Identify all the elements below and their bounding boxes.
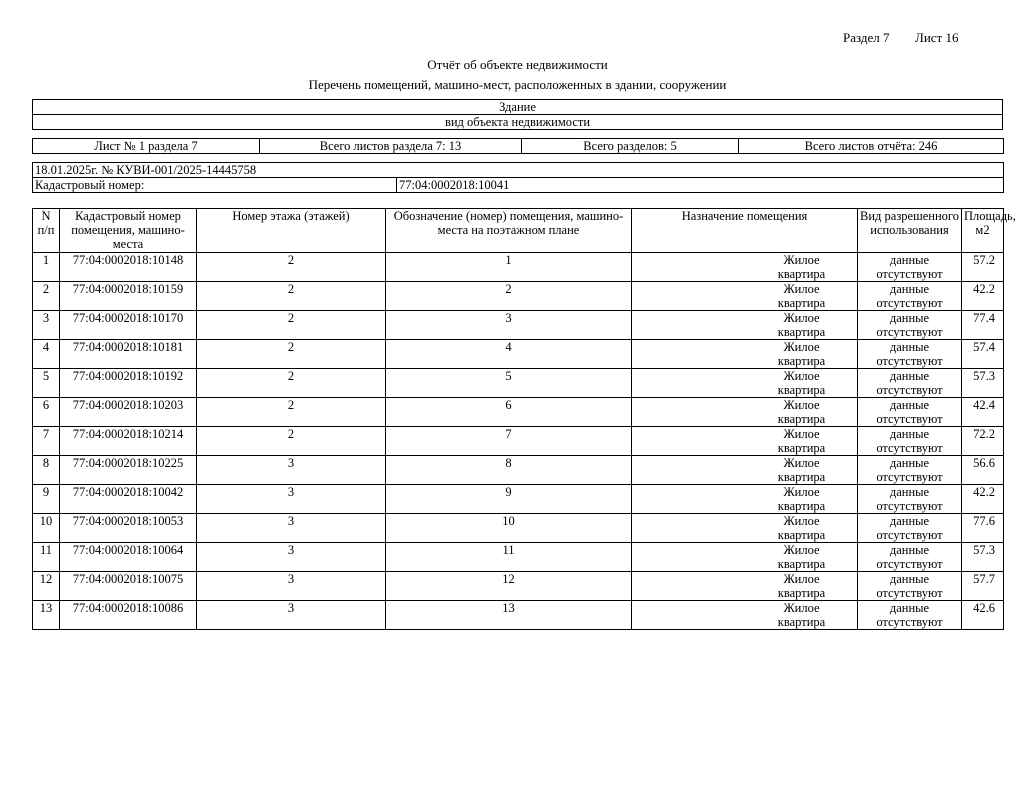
purpose-line-2: квартира (777, 557, 826, 571)
row-purpose (632, 601, 858, 630)
purpose-line-1: Жилое (783, 514, 820, 528)
table-row (33, 253, 1004, 282)
row-n: 1 (33, 253, 60, 282)
sheets-info-box (32, 138, 1004, 154)
purpose-line-2: квартира (777, 354, 826, 368)
row-floor: 2 (197, 311, 386, 340)
use-line-2: отсутствуют (876, 499, 943, 513)
object-type: Здание (33, 100, 1003, 115)
row-n: 6 (33, 398, 60, 427)
row-purpose (632, 311, 858, 340)
col-header-use: Вид разрешенного использования (858, 209, 962, 253)
use-line-2: отсутствуют (876, 470, 943, 484)
purpose-line-2: квартира (777, 267, 826, 281)
col-header-purpose: Назначение помещения (632, 209, 858, 253)
total-report-sheets: Всего листов отчёта: 246 (739, 139, 1004, 154)
col-header-cadastral: Кадастровый номер помещения, машино-места (60, 209, 197, 253)
row-n: 9 (33, 485, 60, 514)
row-use (858, 514, 962, 543)
use-line-2: отсутствуют (876, 412, 943, 426)
purpose-line-2: квартира (777, 499, 826, 513)
row-area: 77.4 (962, 311, 1004, 340)
use-line-1: данные (889, 311, 930, 325)
use-line-1: данные (889, 456, 930, 470)
purpose-line-2: квартира (777, 441, 826, 455)
date-number: 18.01.2025г. № КУВИ-001/2025-14445758 (33, 163, 1004, 178)
sheet-of-section: Лист № 1 раздела 7 (33, 139, 260, 154)
row-number: 10 (386, 514, 632, 543)
row-use (858, 572, 962, 601)
section-label: Раздел 7 (843, 30, 890, 45)
table-row (33, 572, 1004, 601)
object-type-box (32, 99, 1003, 130)
purpose-line-1: Жилое (783, 282, 820, 296)
use-line-2: отсутствуют (876, 586, 943, 600)
purpose-line-2: квартира (777, 412, 826, 426)
row-floor: 3 (197, 543, 386, 572)
row-n: 10 (33, 514, 60, 543)
purpose-line-1: Жилое (783, 369, 820, 383)
use-line-1: данные (889, 369, 930, 383)
row-use (858, 369, 962, 398)
row-cadastral: 77:04:0002018:10181 (60, 340, 197, 369)
meta-box (32, 162, 1004, 193)
row-n: 12 (33, 572, 60, 601)
object-type-caption: вид объекта недвижимости (33, 115, 1003, 130)
use-line-2: отсутствуют (876, 557, 943, 571)
row-purpose (632, 514, 858, 543)
row-cadastral: 77:04:0002018:10225 (60, 456, 197, 485)
use-line-1: данные (889, 427, 930, 441)
row-purpose (632, 253, 858, 282)
row-floor: 2 (197, 282, 386, 311)
row-floor: 3 (197, 572, 386, 601)
col-header-number: Обозначение (номер) помещения, машино-места на поэтажном плане (386, 209, 632, 253)
total-section-sheets: Всего листов раздела 7: 13 (260, 139, 522, 154)
purpose-line-2: квартира (777, 528, 826, 542)
use-line-2: отсутствуют (876, 441, 943, 455)
row-number: 2 (386, 282, 632, 311)
row-area: 42.2 (962, 282, 1004, 311)
row-use (858, 398, 962, 427)
table-row (33, 282, 1004, 311)
row-floor: 3 (197, 485, 386, 514)
row-cadastral: 77:04:0002018:10148 (60, 253, 197, 282)
row-use (858, 311, 962, 340)
row-area: 42.6 (962, 601, 1004, 630)
row-number: 1 (386, 253, 632, 282)
purpose-line-2: квартира (777, 383, 826, 397)
table-row (33, 601, 1004, 630)
cadastral-label: Кадастровый номер: (33, 178, 397, 193)
purpose-line-1: Жилое (783, 340, 820, 354)
row-floor: 2 (197, 398, 386, 427)
row-purpose (632, 340, 858, 369)
table-row (33, 427, 1004, 456)
row-area: 56.6 (962, 456, 1004, 485)
premises-table (32, 208, 1016, 630)
purpose-line-1: Жилое (783, 601, 820, 615)
row-number: 11 (386, 543, 632, 572)
row-purpose (632, 572, 858, 601)
row-use (858, 427, 962, 456)
row-use (858, 282, 962, 311)
row-cadastral: 77:04:0002018:10159 (60, 282, 197, 311)
row-area: 57.3 (962, 369, 1004, 398)
row-n: 11 (33, 543, 60, 572)
row-area: 77.6 (962, 514, 1004, 543)
sheet-label: Лист 16 (915, 30, 959, 45)
row-cadastral: 77:04:0002018:10203 (60, 398, 197, 427)
row-cadastral: 77:04:0002018:10170 (60, 311, 197, 340)
use-line-2: отсутствуют (876, 296, 943, 310)
row-n: 7 (33, 427, 60, 456)
row-area: 42.2 (962, 485, 1004, 514)
purpose-line-2: квартира (777, 586, 826, 600)
use-line-2: отсутствуют (876, 354, 943, 368)
use-line-2: отсутствуют (876, 267, 943, 281)
row-purpose (632, 282, 858, 311)
use-line-2: отсутствуют (876, 528, 943, 542)
table-row (33, 485, 1004, 514)
row-area: 57.4 (962, 340, 1004, 369)
table-row (33, 340, 1004, 369)
use-line-1: данные (889, 543, 930, 557)
col-header-area: Площадь, м2 (962, 209, 1004, 253)
purpose-line-1: Жилое (783, 485, 820, 499)
row-cadastral: 77:04:0002018:10042 (60, 485, 197, 514)
row-number: 12 (386, 572, 632, 601)
table-row (33, 369, 1004, 398)
row-number: 9 (386, 485, 632, 514)
row-floor: 2 (197, 369, 386, 398)
row-cadastral: 77:04:0002018:10053 (60, 514, 197, 543)
purpose-line-2: квартира (777, 615, 826, 629)
row-n: 4 (33, 340, 60, 369)
purpose-line-1: Жилое (783, 427, 820, 441)
table-row (33, 398, 1004, 427)
use-line-2: отсутствуют (876, 325, 943, 339)
row-area: 57.2 (962, 253, 1004, 282)
row-use (858, 340, 962, 369)
use-line-1: данные (889, 398, 930, 412)
use-line-1: данные (889, 572, 930, 586)
row-area: 57.3 (962, 543, 1004, 572)
use-line-2: отсутствуют (876, 383, 943, 397)
table-row (33, 311, 1004, 340)
use-line-1: данные (889, 601, 930, 615)
row-cadastral: 77:04:0002018:10192 (60, 369, 197, 398)
report-title: Отчёт об объекте недвижимости (427, 57, 608, 72)
table-row (33, 514, 1004, 543)
purpose-line-2: квартира (777, 325, 826, 339)
row-floor: 2 (197, 427, 386, 456)
use-line-1: данные (889, 282, 930, 296)
purpose-line-2: квартира (777, 470, 826, 484)
use-line-1: данные (889, 253, 930, 267)
row-use (858, 485, 962, 514)
row-number: 13 (386, 601, 632, 630)
row-n: 5 (33, 369, 60, 398)
row-purpose (632, 485, 858, 514)
row-area: 42.4 (962, 398, 1004, 427)
row-cadastral: 77:04:0002018:10086 (60, 601, 197, 630)
row-use (858, 543, 962, 572)
use-line-1: данные (889, 340, 930, 354)
row-purpose (632, 427, 858, 456)
purpose-line-1: Жилое (783, 311, 820, 325)
row-cadastral: 77:04:0002018:10075 (60, 572, 197, 601)
purpose-line-1: Жилое (783, 253, 820, 267)
use-line-1: данные (889, 514, 930, 528)
purpose-line-1: Жилое (783, 543, 820, 557)
purpose-line-2: квартира (777, 296, 826, 310)
purpose-line-1: Жилое (783, 572, 820, 586)
use-line-1: данные (889, 485, 930, 499)
row-use (858, 253, 962, 282)
row-floor: 2 (197, 253, 386, 282)
row-use (858, 456, 962, 485)
row-number: 3 (386, 311, 632, 340)
total-sections: Всего разделов: 5 (522, 139, 739, 154)
report-subtitle: Перечень помещений, машино-мест, расположенных в здании, сооружении (308, 77, 727, 92)
row-n: 8 (33, 456, 60, 485)
row-floor: 3 (197, 514, 386, 543)
col-header-floor: Номер этажа (этажей) (197, 209, 386, 253)
col-header-n: N п/п (33, 209, 60, 253)
row-floor: 2 (197, 340, 386, 369)
row-number: 7 (386, 427, 632, 456)
row-n: 3 (33, 311, 60, 340)
row-purpose (632, 369, 858, 398)
purpose-line-1: Жилое (783, 398, 820, 412)
row-purpose (632, 543, 858, 572)
row-use (858, 601, 962, 630)
row-area: 57.7 (962, 572, 1004, 601)
row-purpose (632, 398, 858, 427)
row-area: 72.2 (962, 427, 1004, 456)
table-row (33, 543, 1004, 572)
row-number: 4 (386, 340, 632, 369)
row-n: 2 (33, 282, 60, 311)
cadastral-value: 77:04:0002018:10041 (397, 178, 1004, 193)
row-cadastral: 77:04:0002018:10064 (60, 543, 197, 572)
use-line-2: отсутствуют (876, 615, 943, 629)
row-purpose (632, 456, 858, 485)
table-header-row (33, 209, 1004, 253)
row-number: 6 (386, 398, 632, 427)
row-number: 5 (386, 369, 632, 398)
row-floor: 3 (197, 456, 386, 485)
row-floor: 3 (197, 601, 386, 630)
purpose-line-1: Жилое (783, 456, 820, 470)
row-cadastral: 77:04:0002018:10214 (60, 427, 197, 456)
row-number: 8 (386, 456, 632, 485)
table-row (33, 456, 1004, 485)
row-n: 13 (33, 601, 60, 630)
